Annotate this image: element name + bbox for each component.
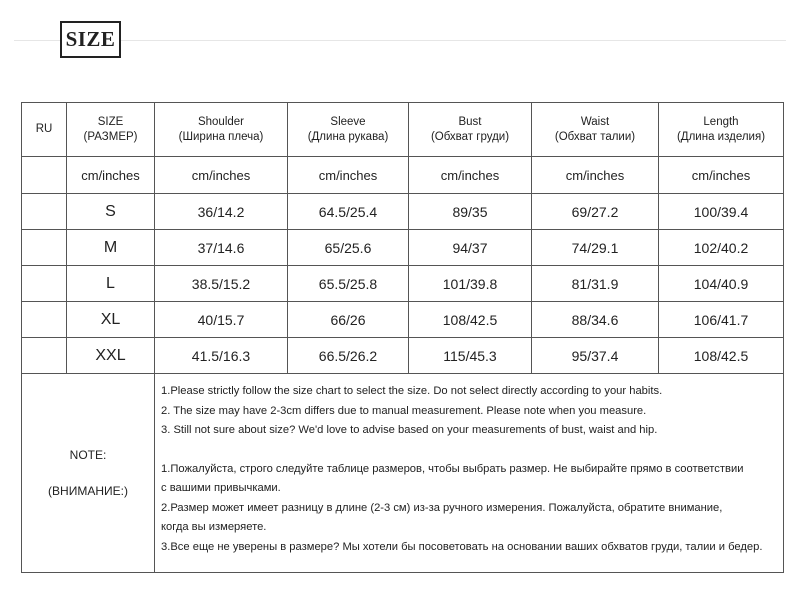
table-row (22, 230, 784, 266)
note-label-en: NOTE: (69, 448, 107, 462)
length-cell: 102/40.2 (659, 230, 784, 266)
header-sleeve (288, 103, 409, 157)
size-title: SIZE (60, 21, 121, 58)
sleeve-cell: 65/25.6 (288, 230, 409, 266)
header-waist (532, 103, 659, 157)
sleeve-cell: 65.5/25.8 (288, 266, 409, 302)
table-row (22, 266, 784, 302)
header-divider (14, 40, 786, 41)
note-ru-line: 3.Все еще не уверены в размере? Мы хотели бы посоветовать на основании ваших обхватов груди, талии и бедер. (161, 540, 763, 553)
header-row (22, 103, 784, 157)
length-cell: 100/39.4 (659, 194, 784, 230)
size-chart-table (21, 102, 784, 573)
header-label: Sleeve (330, 115, 366, 128)
unit-cell: cm/inches (409, 157, 532, 194)
unit-cell: cm/inches (67, 157, 155, 194)
bust-cell: 89/35 (409, 194, 532, 230)
header-sublabel: (Ширина плеча) (178, 130, 264, 143)
note-row (22, 374, 784, 573)
header-bust (409, 103, 532, 157)
header-sublabel: (Длина рукава) (307, 130, 389, 143)
bust-cell: 94/37 (409, 230, 532, 266)
header-label: Length (703, 115, 739, 128)
shoulder-cell: 38.5/15.2 (155, 266, 288, 302)
table-row (22, 338, 784, 374)
header-sublabel: (Обхват груди) (430, 130, 510, 143)
header-label: Shoulder (197, 115, 245, 128)
header-sublabel: (Обхват талии) (554, 130, 636, 143)
header-sublabel: (Длина изделия) (676, 130, 766, 143)
ru-cell (22, 194, 67, 230)
note-en-line: 3. Still not sure about size? We'd love to advise based on your measurements of bust, waist and hip. (161, 424, 658, 436)
unit-cell: cm/inches (155, 157, 288, 194)
header-label: SIZE (97, 115, 124, 128)
note-ru-line: с вашими привычками. (161, 482, 281, 494)
unit-cell: cm/inches (532, 157, 659, 194)
header-ru (22, 103, 67, 157)
length-cell: 108/42.5 (659, 338, 784, 374)
unit-cell: cm/inches (288, 157, 409, 194)
note-spacer (161, 441, 777, 460)
shoulder-cell: 36/14.2 (155, 194, 288, 230)
header-length (659, 103, 784, 157)
header-shoulder (155, 103, 288, 157)
waist-cell: 74/29.1 (532, 230, 659, 266)
header-size (67, 103, 155, 157)
table-row (22, 194, 784, 230)
unit-cell-empty (22, 157, 67, 194)
size-cell: S (67, 194, 155, 230)
shoulder-cell: 40/15.7 (155, 302, 288, 338)
note-ru-line: 1.Пожалуйста, строго следуйте таблице размеров, чтобы выбрать размер. Не выбирайте прямо в соответствии (161, 462, 744, 475)
note-label-cell (22, 374, 155, 573)
bust-cell: 108/42.5 (409, 302, 532, 338)
header-sublabel: (РАЗМЕР) (83, 130, 138, 143)
ru-cell (22, 230, 67, 266)
ru-cell (22, 338, 67, 374)
ru-cell (22, 302, 67, 338)
unit-row (22, 157, 784, 194)
bust-cell: 115/45.3 (409, 338, 532, 374)
table-row (22, 302, 784, 338)
waist-cell: 95/37.4 (532, 338, 659, 374)
sleeve-cell: 66/26 (288, 302, 409, 338)
size-cell: XXL (67, 338, 155, 374)
unit-cell: cm/inches (659, 157, 784, 194)
size-cell: M (67, 230, 155, 266)
bust-cell: 101/39.8 (409, 266, 532, 302)
header-label: Bust (458, 115, 482, 128)
length-cell: 106/41.7 (659, 302, 784, 338)
ru-cell (22, 266, 67, 302)
sleeve-cell: 66.5/26.2 (288, 338, 409, 374)
note-ru-line: когда вы измеряете. (161, 521, 267, 533)
waist-cell: 69/27.2 (532, 194, 659, 230)
shoulder-cell: 37/14.6 (155, 230, 288, 266)
waist-cell: 81/31.9 (532, 266, 659, 302)
note-text-cell (155, 374, 784, 573)
note-label-ru: (ВНИМАНИЕ:) (48, 484, 128, 498)
header-label: Waist (580, 115, 610, 128)
note-en-line: 2. The size may have 2-3cm differs due to manual measurement. Please note when you measure. (161, 404, 647, 417)
sleeve-cell: 64.5/25.4 (288, 194, 409, 230)
note-en-line: 1.Please strictly follow the size chart to select the size. Do not select directly according to your habits. (161, 385, 663, 397)
shoulder-cell: 41.5/16.3 (155, 338, 288, 374)
note-ru-line: 2.Размер может имеет разницу в длине (2-3 см) из-за ручного измерения. Пожалуйста, обратите внимание, (161, 501, 723, 514)
header-label: RU (35, 123, 53, 135)
size-cell: XL (67, 302, 155, 338)
waist-cell: 88/34.6 (532, 302, 659, 338)
size-cell: L (67, 266, 155, 302)
length-cell: 104/40.9 (659, 266, 784, 302)
